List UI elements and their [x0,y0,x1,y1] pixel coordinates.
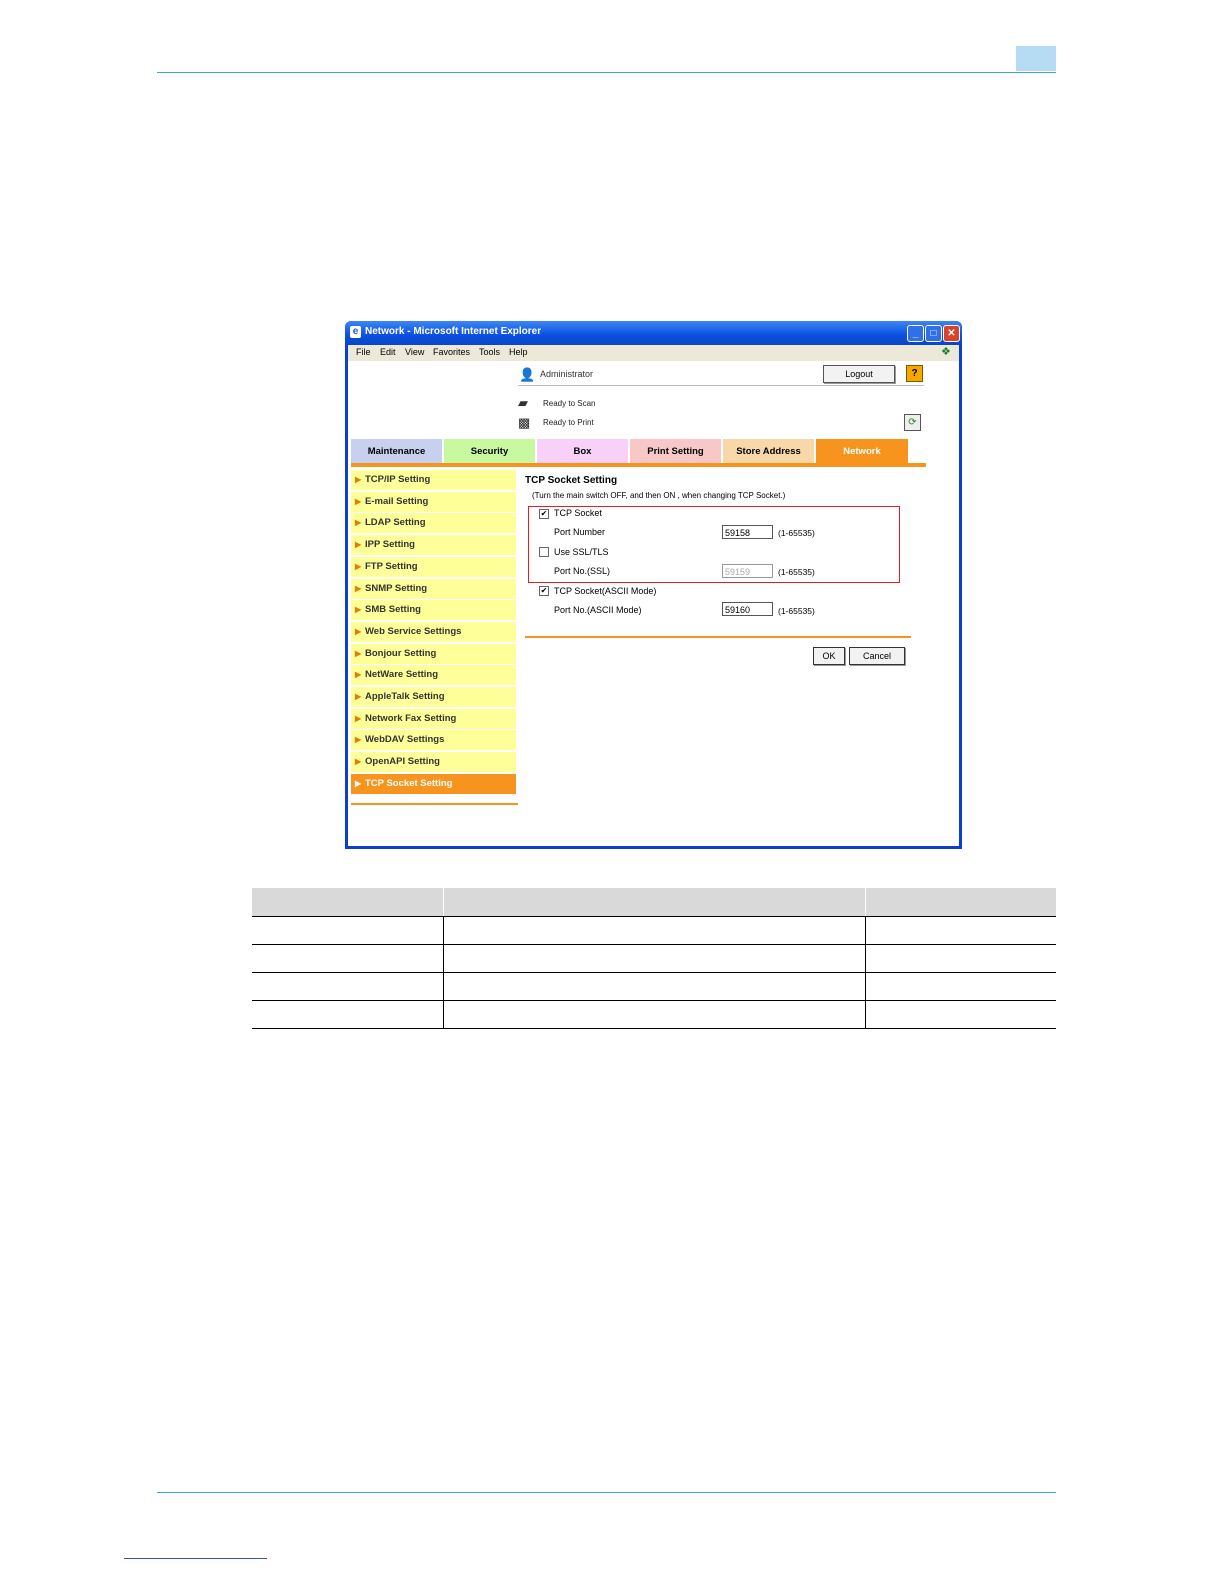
table-header-cell [252,888,444,917]
sidebar-item-label: Web Service Settings [365,625,462,637]
minimize-button[interactable]: _ [907,325,924,342]
user-divider [518,385,924,386]
browser-content [348,361,959,846]
sidebar-item-ldap[interactable] [351,513,516,533]
sidebar-item-label: WebDAV Settings [365,734,445,746]
ssl-checkbox[interactable] [539,547,549,557]
arrow-right-icon: ▶ [355,648,362,658]
table-cell [252,973,444,1001]
sidebar-item-label: IPP Setting [365,539,415,551]
sidebar-item-label: SMB Setting [365,604,421,616]
logout-button[interactable]: Logout [823,365,895,383]
window-title: Network - Microsoft Internet Explorer [365,326,542,337]
chapter-tab [1016,46,1056,71]
sidebar-item-label: NetWare Setting [365,669,439,681]
close-button[interactable]: ✕ [943,325,960,342]
port-number-range: (1-65535) [778,528,815,538]
table-header-cell [444,888,866,917]
table-cell [444,973,866,1001]
table-cell [866,1001,1057,1029]
arrow-right-icon: ▶ [355,540,362,550]
sidebar-item-label: TCP/IP Setting [365,474,431,485]
windows-flag-icon: ❖ [941,346,951,358]
arrow-right-icon: ▶ [355,518,362,528]
cancel-button[interactable]: Cancel [849,647,905,665]
table-row [252,945,1056,973]
scanner-icon: ▰ [518,395,528,410]
help-icon[interactable]: ? [906,365,923,382]
arrow-right-icon: ▶ [355,713,362,723]
tab-security[interactable]: Security [444,439,535,463]
menu-bar [348,345,959,361]
settings-table [252,888,1056,1029]
scan-status: Ready to Scan [543,399,596,408]
tab-underline [351,463,926,467]
menu-view[interactable]: View [405,347,425,357]
sidebar-item-email[interactable] [351,492,516,512]
footer-line [124,1558,267,1559]
refresh-icon[interactable]: ⟳ [904,414,921,431]
table-cell [866,973,1057,1001]
ok-button[interactable]: OK [813,647,845,665]
arrow-right-icon: ▶ [355,496,362,506]
sidebar-item-label: Bonjour Setting [365,647,437,659]
port-number-input[interactable]: 59158 [722,525,773,539]
tab-box[interactable]: Box [537,439,628,463]
sidebar-item-webdav[interactable] [351,730,516,750]
footer-rule [157,1492,1056,1493]
table-cell [866,945,1057,973]
ascii-checkbox[interactable]: ✔ [540,586,548,595]
ssl-label: Use SSL/TLS [554,547,609,557]
maximize-button[interactable]: □ [925,325,942,342]
table-cell [252,917,444,945]
ascii-label: TCP Socket(ASCII Mode) [554,586,657,596]
arrow-right-icon: ▶ [355,778,362,788]
sidebar-bottom-rule [351,803,518,805]
sidebar-item-label: Network Fax Setting [365,712,457,724]
sidebar-item-smb[interactable] [351,600,516,620]
print-status: Ready to Print [543,418,594,427]
port-ssl-input[interactable]: 59159 [722,564,773,578]
sidebar-item-openapi[interactable] [351,752,516,772]
arrow-right-icon: ▶ [355,583,362,593]
sidebar-item-label: SNMP Setting [365,582,428,594]
table-row [252,973,1056,1001]
arrow-right-icon: ▶ [355,735,362,745]
port-ascii-label: Port No.(ASCII Mode) [554,605,642,615]
page-title: TCP Socket Setting [525,475,618,486]
table-row [252,1001,1056,1029]
port-number-label: Port Number [554,527,606,537]
arrow-right-icon: ▶ [355,670,362,680]
sidebar-item-label: AppleTalk Setting [365,691,445,702]
browser-window [345,321,962,849]
form-divider [525,636,911,638]
arrow-right-icon: ▶ [355,605,362,615]
sidebar-item-netware[interactable] [351,665,516,685]
arrow-right-icon: ▶ [355,692,362,701]
tab-maintenance[interactable]: Maintenance [351,439,442,463]
port-ascii-range: (1-65535) [778,606,815,616]
sidebar-item-label: FTP Setting [365,560,418,572]
tab-print-setting[interactable]: Print Setting [630,439,721,463]
sidebar-item-appletalk[interactable] [351,687,516,707]
header-rule [157,72,1056,73]
table-cell [444,945,866,973]
sidebar-item-ipp[interactable] [351,535,516,555]
menu-help[interactable]: Help [509,347,528,357]
table-header-row [252,888,1056,917]
table-cell [252,1001,444,1029]
menu-favorites[interactable]: Favorites [433,347,471,357]
table-cell [252,945,444,973]
arrow-right-icon: ▶ [355,475,362,484]
tcp-socket-checkbox[interactable]: ✔ [540,509,548,518]
sidebar-item-tcpip[interactable] [351,470,516,490]
form-note: (Turn the main switch OFF, and then ON , when changing TCP Socket.) [532,491,786,500]
admin-user-icon: 👤 [519,367,536,382]
port-ascii-input[interactable]: 59160 [722,602,773,616]
arrow-right-icon: ▶ [355,757,362,767]
sidebar-item-snmp[interactable] [351,579,516,599]
user-name: Administrator [540,369,594,379]
menu-file[interactable]: File [356,347,371,357]
port-ssl-range: (1-65535) [778,567,815,577]
sidebar-item-label: E-mail Setting [365,495,429,507]
port-ssl-label: Port No.(SSL) [554,566,611,576]
table-row [252,917,1056,945]
menu-tools[interactable]: Tools [479,347,501,357]
tab-store-address[interactable]: Store Address [723,439,814,463]
table-cell [444,917,866,945]
ie-logo-icon: e [350,326,361,338]
sidebar-item-label: OpenAPI Setting [365,756,440,768]
sidebar-item-label: TCP Socket Setting [365,777,453,789]
sidebar-item-ftp[interactable] [351,557,516,577]
sidebar-item-web-service[interactable] [351,622,516,642]
sidebar-item-network-fax[interactable] [351,709,516,729]
title-bar[interactable] [345,321,962,345]
arrow-right-icon: ▶ [355,561,362,571]
sidebar-item-bonjour[interactable] [351,644,516,664]
menu-edit[interactable]: Edit [380,347,396,357]
sidebar-item-tcp-socket[interactable] [351,774,516,794]
tcp-socket-label: TCP Socket [554,508,602,518]
arrow-right-icon: ▶ [355,626,362,636]
table-cell [444,1001,866,1029]
sidebar-item-label: LDAP Setting [365,517,426,529]
printer-icon: ▩ [518,415,531,430]
tab-network[interactable]: Network [816,439,908,463]
table-header-cell [866,888,1057,917]
table-cell [866,917,1057,945]
